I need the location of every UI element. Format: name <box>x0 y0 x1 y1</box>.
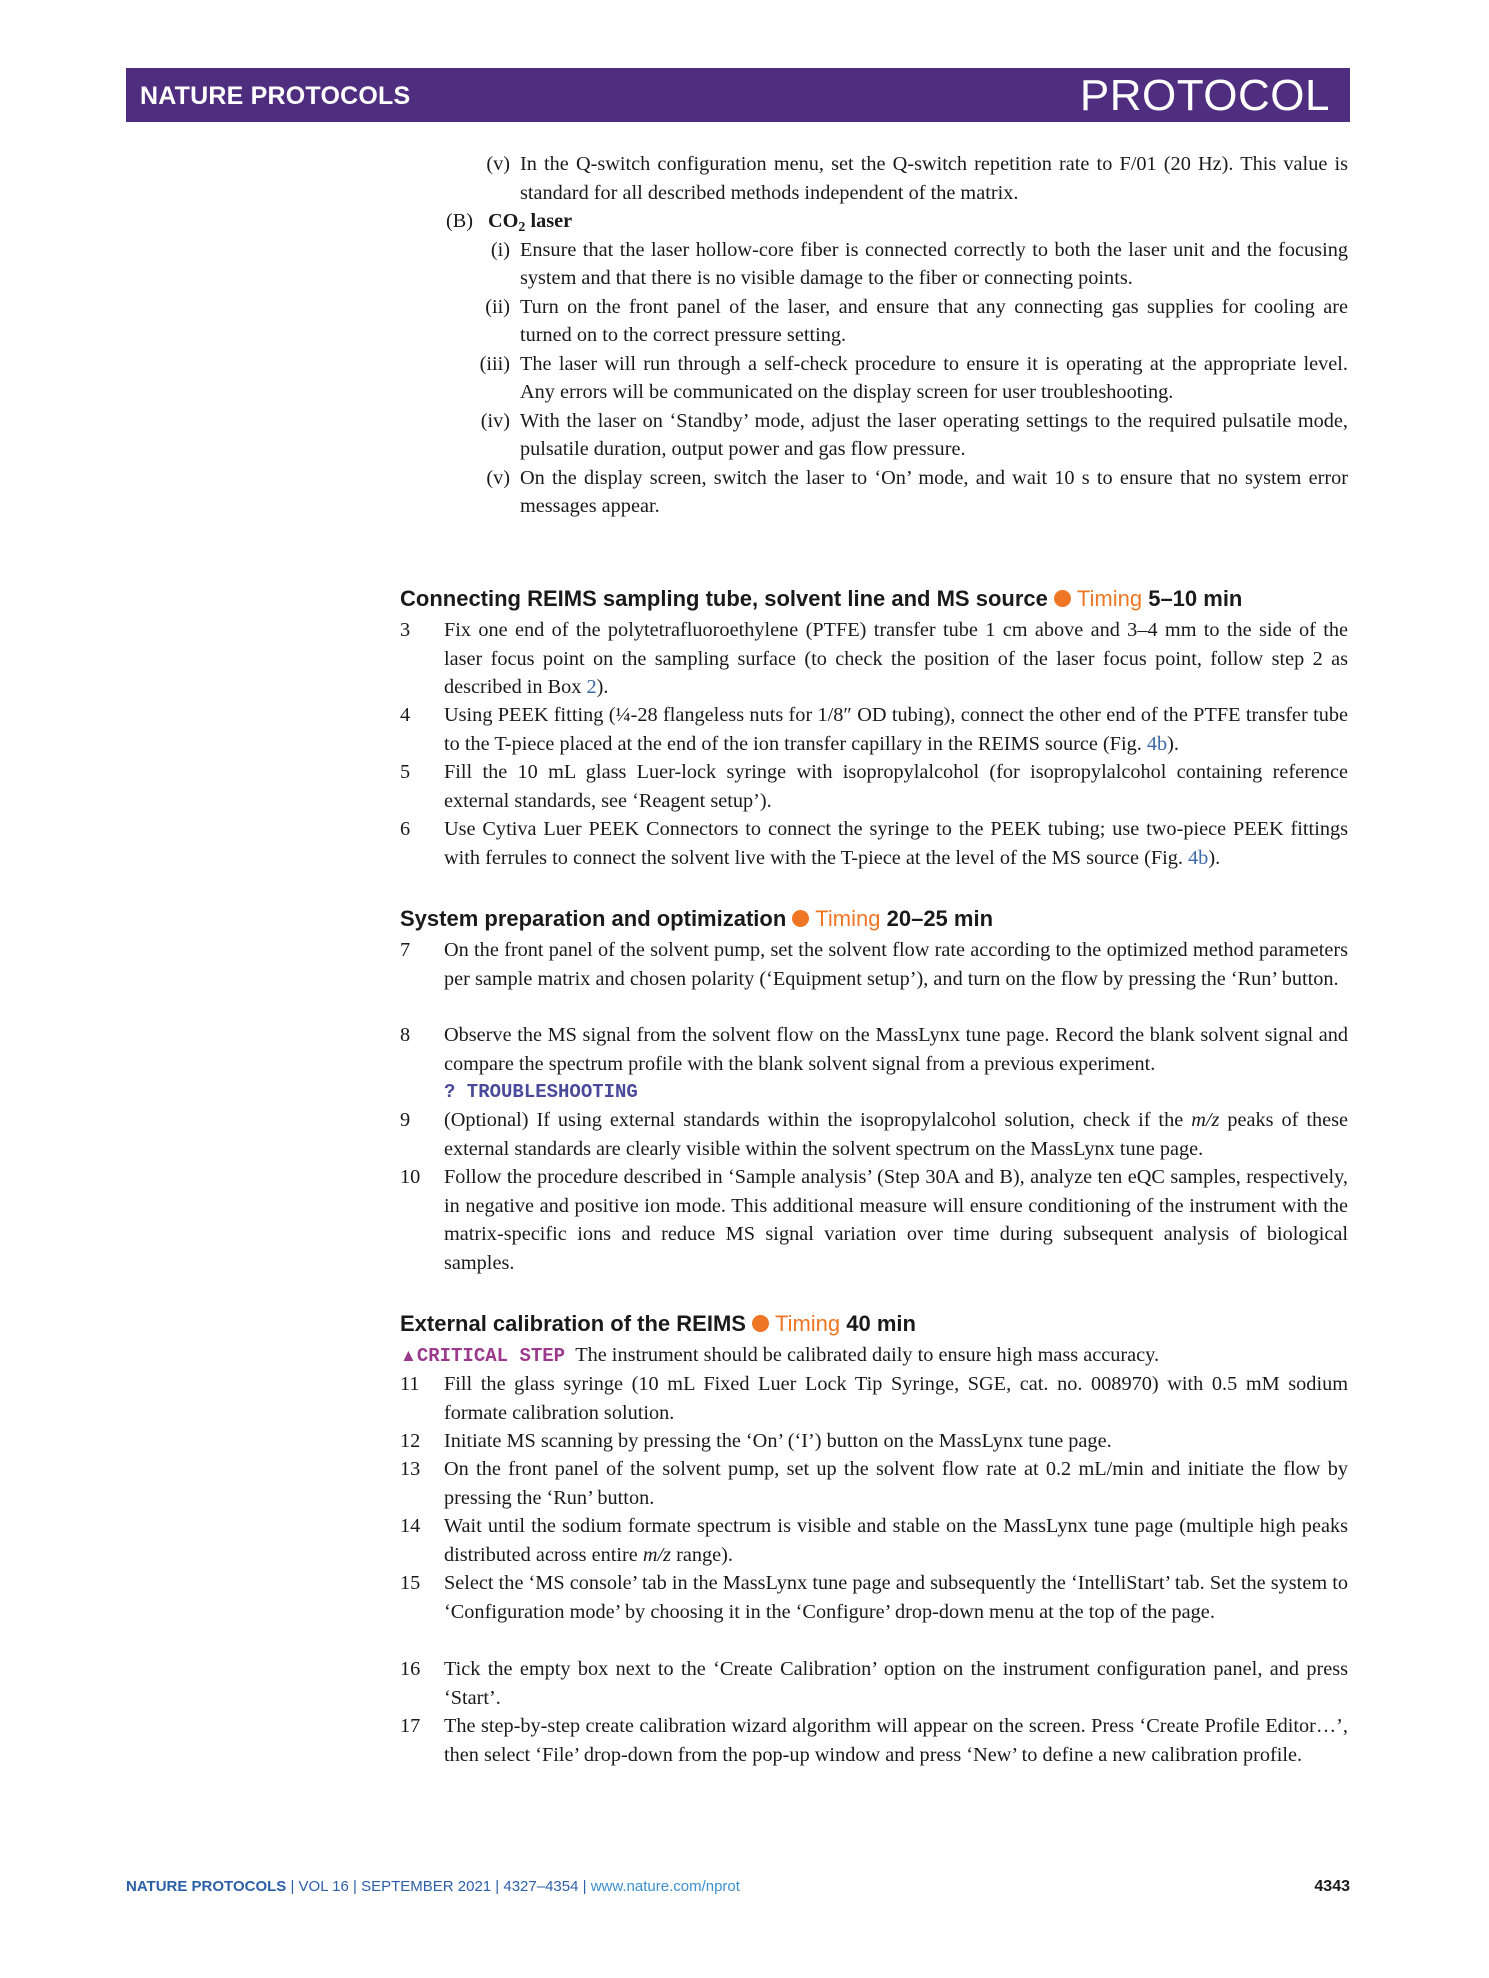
step-12 <box>400 1427 1348 1456</box>
timing-value: 40 min <box>846 1311 916 1336</box>
section-heading-connecting <box>400 586 1242 612</box>
step-text: Fill the 10 mL glass Luer-lock syringe with isopropylalcohol (for isopropylalcohol containing reference external standards, see ‘Reagent setup’). <box>444 761 1348 812</box>
step-text: Observe the MS signal from the solvent flow on the MassLynx tune page. Record the blank solvent signal and compare the spectrum profile with the blank solvent signal from a previous experiment. <box>444 1024 1348 1075</box>
step-text: (Optional) If using external standards within the isopropylalcohol solution, check if the <box>444 1109 1192 1131</box>
roman-num: (iv) <box>480 409 510 432</box>
critical-step-label: CRITICAL STEP <box>416 1345 566 1367</box>
item-text: With the laser on ‘Standby’ mode, adjust the laser operating settings to the required pulsatile mode, pulsatile duration, output power and gas flow pressure. <box>520 409 1348 460</box>
section-heading-system-prep <box>400 906 993 932</box>
step-number: 10 <box>400 1166 421 1188</box>
step-text-end: ). <box>1167 732 1179 755</box>
step-number: 12 <box>400 1430 421 1452</box>
step-11 <box>400 1370 1348 1427</box>
figure-link[interactable]: 4b <box>1188 846 1209 869</box>
timing-dot-icon <box>1054 590 1071 607</box>
step-7 <box>400 936 1348 993</box>
step-number: 6 <box>400 818 411 840</box>
step-3 <box>400 616 1348 702</box>
step-text: Wait until the sodium formate spectrum is visible and stable on the MassLynx tune page (multiple high peaks distributed across entire <box>444 1515 1348 1566</box>
figure-link[interactable]: 4b <box>1146 732 1168 755</box>
section-b-item <box>400 407 1348 464</box>
step-text: Tick the empty box next to the ‘Create Calibration’ option on the instrument configuration panel, and press ‘Start’. <box>444 1658 1348 1709</box>
warning-triangle-icon: ▲ <box>400 1346 417 1365</box>
footer-volume: VOL 16 <box>298 1878 349 1895</box>
footer-url-link[interactable]: www.nature.com/nprot <box>590 1878 740 1895</box>
mz-italic: m/z <box>1191 1109 1220 1131</box>
section-b-heading <box>488 210 573 235</box>
step-text: Using PEEK fitting (¼-28 flangeless nuts for 1/8″ OD tubing), connect the other end of the PTFE transfer tube to the T-piece placed at the end of the ion transfer capillary in the REIMS source (Fig. <box>444 704 1348 755</box>
section-heading-calibration <box>400 1311 916 1337</box>
step-number: 15 <box>400 1572 421 1594</box>
co2-text: CO <box>488 210 519 232</box>
timing-dot-icon <box>792 910 809 927</box>
step-13 <box>400 1455 1348 1512</box>
step-8 <box>400 1021 1348 1107</box>
step-number: 16 <box>400 1658 421 1680</box>
journal-header <box>126 68 1350 122</box>
laser-text: laser <box>525 210 573 232</box>
journal-name: NATURE PROTOCOLS <box>140 82 411 110</box>
section-b-item <box>400 464 1348 521</box>
step-number: 17 <box>400 1715 421 1737</box>
laser-a-item-v <box>400 150 1348 207</box>
step-text-end: range). <box>671 1543 733 1566</box>
critical-step-text: The instrument should be calibrated daily to ensure high mass accuracy. <box>575 1344 1160 1366</box>
step-number: 4 <box>400 704 411 726</box>
step-text: Fill the glass syringe (10 mL Fixed Luer Lock Tip Syringe, SGE, cat. no. 008970) with 0.5 mM sodium formate calibration solution. <box>444 1373 1348 1424</box>
section-title: System preparation and optimization <box>400 906 787 931</box>
item-text: In the Q-switch configuration menu, set the Q-switch repetition rate to F/01 (20 Hz). This value is standard for all described methods independent of the matrix. <box>520 153 1348 204</box>
item-text: On the display screen, switch the laser to ‘On’ mode, and wait 10 s to ensure that no system error messages appear. <box>520 466 1348 517</box>
step-text-end: ). <box>596 676 609 698</box>
article-type: PROTOCOL <box>1079 71 1330 120</box>
step-number: 14 <box>400 1515 421 1537</box>
section-b-title <box>400 207 1348 236</box>
critical-step <box>400 1341 1348 1371</box>
section-b-item <box>400 293 1348 350</box>
step-17 <box>400 1712 1348 1769</box>
section-title: Connecting REIMS sampling tube, solvent line and MS source <box>400 586 1048 611</box>
step-number: 13 <box>400 1458 421 1480</box>
step-number: 8 <box>400 1024 411 1046</box>
step-number: 5 <box>400 761 411 783</box>
step-6 <box>400 815 1348 872</box>
step-14 <box>400 1512 1348 1569</box>
step-10 <box>400 1163 1348 1277</box>
timing-label: Timing <box>1076 586 1143 611</box>
timing-label: Timing <box>815 906 881 931</box>
timing-value: 20–25 min <box>886 906 994 931</box>
step-text: On the front panel of the solvent pump, set the solvent flow rate according to the optimized method parameters per sample matrix and chosen polarity (‘Equipment setup’), and turn on the flow by pressing the ‘Run’ button. <box>444 939 1348 990</box>
roman-num: (iii) <box>479 352 510 375</box>
step-15 <box>400 1569 1348 1626</box>
item-text: The laser will run through a self-check procedure to ensure it is operating at the appropriate level. Any errors will be communicated on the display screen for user troubleshooting. <box>520 352 1348 403</box>
step-text: Initiate MS scanning by pressing the ‘On’ (‘I’) button on the MassLynx tune page. <box>444 1430 1112 1452</box>
footer-date: SEPTEMBER 2021 <box>361 1878 492 1895</box>
item-text: Turn on the front panel of the laser, and ensure that any connecting gas supplies for cooling are turned on to the correct pressure setting. <box>520 295 1348 346</box>
step-text-end: peaks of these external standards are clearly visible within the solvent spectrum on the MassLynx tune page. <box>444 1109 1348 1160</box>
box-link[interactable]: 2 <box>586 676 597 698</box>
step-5 <box>400 758 1348 815</box>
step-text: Fix one end of the polytetrafluoroethylene (PTFE) transfer tube 1 cm above and 3–4 mm to the side of the laser focus point on the sampling surface (to check the position of the laser focus point, follow step 2 as described in Box <box>444 619 1348 698</box>
roman-num: (v) <box>486 153 510 175</box>
step-text: On the front panel of the solvent pump, set up the solvent flow rate at 0.2 mL/min and initiate the flow by pressing the ‘Run’ button. <box>444 1458 1348 1509</box>
section-title: External calibration of the REIMS <box>400 1311 746 1336</box>
timing-value: 5–10 min <box>1148 586 1243 611</box>
step-text: Select the ‘MS console’ tab in the MassLynx tune page and subsequently the ‘IntelliStart’ tab. Set the system to ‘Configuration mode’ by choosing it in the ‘Configure’ drop-down menu at the top of the page. <box>444 1572 1348 1623</box>
roman-num: (v) <box>486 466 510 489</box>
page-number: 4343 <box>1314 1878 1350 1895</box>
section-b-item <box>400 350 1348 407</box>
step-text: Follow the procedure described in ‘Sample analysis’ (Step 30A and B), analyze ten eQC samples, respectively, in negative and positive ion mode. This additional measure will ensure conditioning of the instrument with the matrix-specific ions and reduce MS signal variation over time during subsequent analysis of biological samples. <box>444 1166 1348 1274</box>
timing-label: Timing <box>774 1311 841 1336</box>
roman-num: (i) <box>490 238 510 261</box>
page-footer: NATURE PROTOCOLS | VOL 16 | SEPTEMBER 2021 | 4327–4354 | www.nature.com/nprot 4343 <box>126 1878 1350 1895</box>
footer-pages: 4327–4354 <box>503 1878 579 1895</box>
step-16 <box>400 1655 1348 1712</box>
co2-subscript: 2 <box>518 220 526 235</box>
section-b-item <box>400 236 1348 293</box>
item-text: Ensure that the laser hollow-core fiber is connected correctly to both the laser unit and the focusing system and that there is no visible damage to the fiber or connecting points. <box>520 238 1348 289</box>
step-4 <box>400 701 1348 758</box>
step-text-end: ). <box>1208 846 1221 869</box>
step-text: The step-by-step create calibration wizard algorithm will appear on the screen. Press ‘Create Profile Editor…’, then select ‘File’ drop-down from the pop-up window and press ‘New’ to define a new calibration profile. <box>444 1715 1348 1766</box>
step-number: 3 <box>400 619 411 641</box>
step-number: 11 <box>400 1373 420 1395</box>
timing-dot-icon <box>752 1315 769 1332</box>
roman-num: (ii) <box>485 295 510 318</box>
section-b <box>400 207 1348 521</box>
step-number: 7 <box>400 939 411 961</box>
step-9 <box>400 1106 1348 1163</box>
step-number: 9 <box>400 1109 411 1131</box>
section-b-label: (B) <box>446 210 474 232</box>
mz-italic: m/z <box>642 1543 671 1566</box>
step-text: Use Cytiva Luer PEEK Connectors to connect the syringe to the PEEK tubing; use two-piece PEEK fittings with ferrules to connect the solvent live with the T-piece at the level of the MS source (Fig. <box>444 818 1348 869</box>
troubleshooting-link[interactable]: ? TROUBLESHOOTING <box>444 1081 638 1103</box>
footer-journal: NATURE PROTOCOLS <box>126 1878 287 1895</box>
